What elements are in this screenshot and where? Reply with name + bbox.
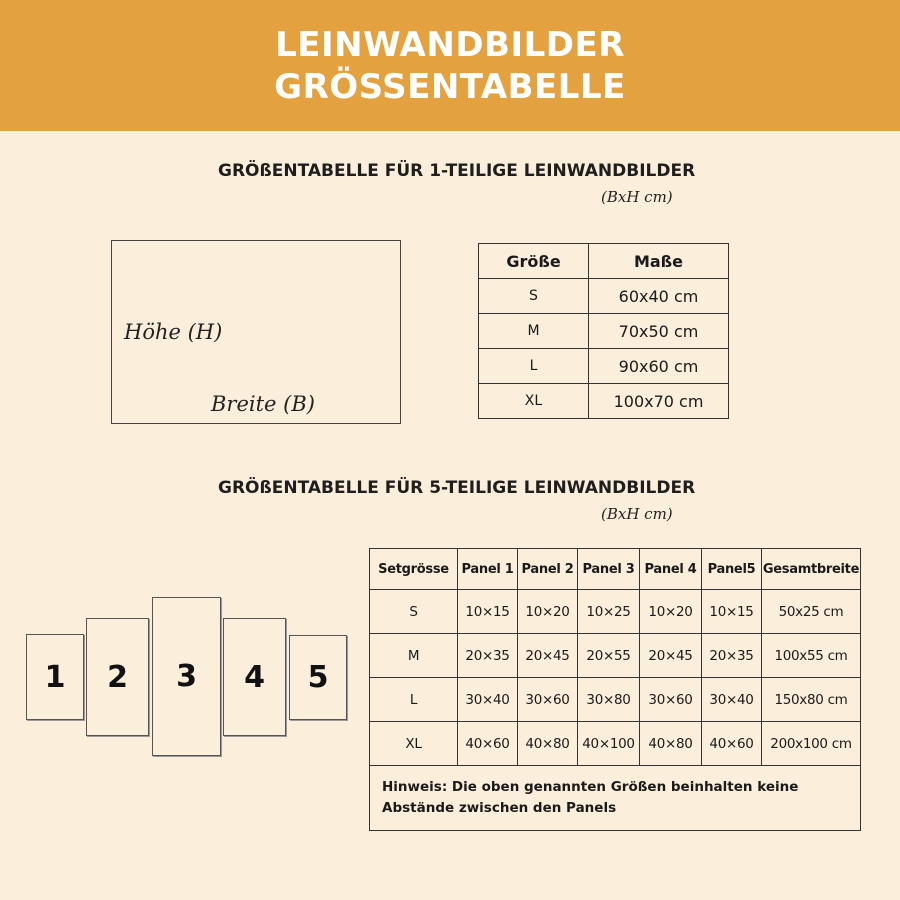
section1-title: GRÖßENTABELLE FÜR 1-TEILIGE LEINWANDBILDER <box>218 161 696 181</box>
panel-cell: 40×100 <box>578 722 640 766</box>
size-cell: XL <box>479 384 589 419</box>
table-header-row <box>370 549 861 590</box>
dimension-cell: 70x50 cm <box>589 314 729 349</box>
total-cell: 50x25 cm <box>762 590 861 634</box>
col-header-panel4: Panel 4 <box>640 549 702 590</box>
section1-unit: (BxH cm) <box>601 188 673 206</box>
panel-cell: 40×80 <box>640 722 702 766</box>
note-line-1: Hinweis: Die oben genannten Größen beinhalten keine <box>382 779 799 795</box>
dimension-cell: 90x60 cm <box>589 349 729 384</box>
table-note <box>370 766 861 831</box>
col-header-dimensions: Maße <box>589 244 729 279</box>
panel-number: 5 <box>307 660 329 695</box>
panel-cell: 20×35 <box>702 634 762 678</box>
panel-number: 1 <box>44 659 66 695</box>
panel-cell: 20×45 <box>640 634 702 678</box>
height-label: Höhe (H) <box>124 320 223 344</box>
total-cell: 200x100 cm <box>762 722 861 766</box>
table-row <box>370 678 861 722</box>
panel-5 <box>289 635 347 720</box>
table-row <box>479 314 729 349</box>
panel-cell: 10×20 <box>518 590 578 634</box>
table-row <box>479 384 729 419</box>
header-banner <box>0 0 900 131</box>
panel-cell: 10×15 <box>458 590 518 634</box>
single-size-table <box>478 243 729 419</box>
section2-title: GRÖßENTABELLE FÜR 5-TEILIGE LEINWANDBILDER <box>218 478 696 498</box>
size-cell: S <box>370 590 458 634</box>
panel-number: 2 <box>107 659 128 695</box>
total-cell: 100x55 cm <box>762 634 861 678</box>
panel-cell: 30×40 <box>702 678 762 722</box>
page-title-line-2: GRÖSSENTABELLE <box>274 66 626 107</box>
panel-cell: 40×80 <box>518 722 578 766</box>
table-row <box>479 279 729 314</box>
page-title-line-1: LEINWANDBILDER <box>275 24 625 65</box>
size-cell: S <box>479 279 589 314</box>
panel-cell: 30×60 <box>640 678 702 722</box>
size-cell: M <box>479 314 589 349</box>
table-row <box>479 349 729 384</box>
size-cell: XL <box>370 722 458 766</box>
note-line-2: Abstände zwischen den Panels <box>382 800 617 816</box>
panel-cell: 20×45 <box>518 634 578 678</box>
panel-cell: 30×80 <box>578 678 640 722</box>
panel-cell: 10×25 <box>578 590 640 634</box>
panel-3 <box>152 597 221 756</box>
panel-2 <box>86 618 149 736</box>
table-row <box>370 634 861 678</box>
panel-number: 3 <box>176 659 197 694</box>
section2-unit: (BxH cm) <box>601 505 673 523</box>
dimension-cell: 100x70 cm <box>589 384 729 419</box>
panel-cell: 20×35 <box>458 634 518 678</box>
table-header-row <box>479 244 729 279</box>
col-header-size: Größe <box>479 244 589 279</box>
panel-4 <box>223 618 286 736</box>
col-header-total-width: Gesamtbreite <box>762 549 861 590</box>
panel-cell: 10×20 <box>640 590 702 634</box>
panel-cell: 10×15 <box>702 590 762 634</box>
table-row <box>370 722 861 766</box>
size-cell: L <box>370 678 458 722</box>
col-header-panel1: Panel 1 <box>458 549 518 590</box>
panel-1 <box>26 634 84 720</box>
table-row <box>370 590 861 634</box>
col-header-panel2: Panel 2 <box>518 549 578 590</box>
panel-cell: 30×60 <box>518 678 578 722</box>
panel-cell: 20×55 <box>578 634 640 678</box>
five-panel-size-table <box>369 548 861 831</box>
size-cell: L <box>479 349 589 384</box>
table-note-row <box>370 766 861 831</box>
panel-cell: 40×60 <box>458 722 518 766</box>
col-header-panel3: Panel 3 <box>578 549 640 590</box>
panel-cell: 40×60 <box>702 722 762 766</box>
panel-number: 4 <box>244 659 265 695</box>
width-label: Breite (B) <box>211 392 315 416</box>
panel-cell: 30×40 <box>458 678 518 722</box>
col-header-setsize: Setgrösse <box>370 549 458 590</box>
total-cell: 150x80 cm <box>762 678 861 722</box>
dimension-cell: 60x40 cm <box>589 279 729 314</box>
col-header-panel5: Panel5 <box>702 549 762 590</box>
size-cell: M <box>370 634 458 678</box>
